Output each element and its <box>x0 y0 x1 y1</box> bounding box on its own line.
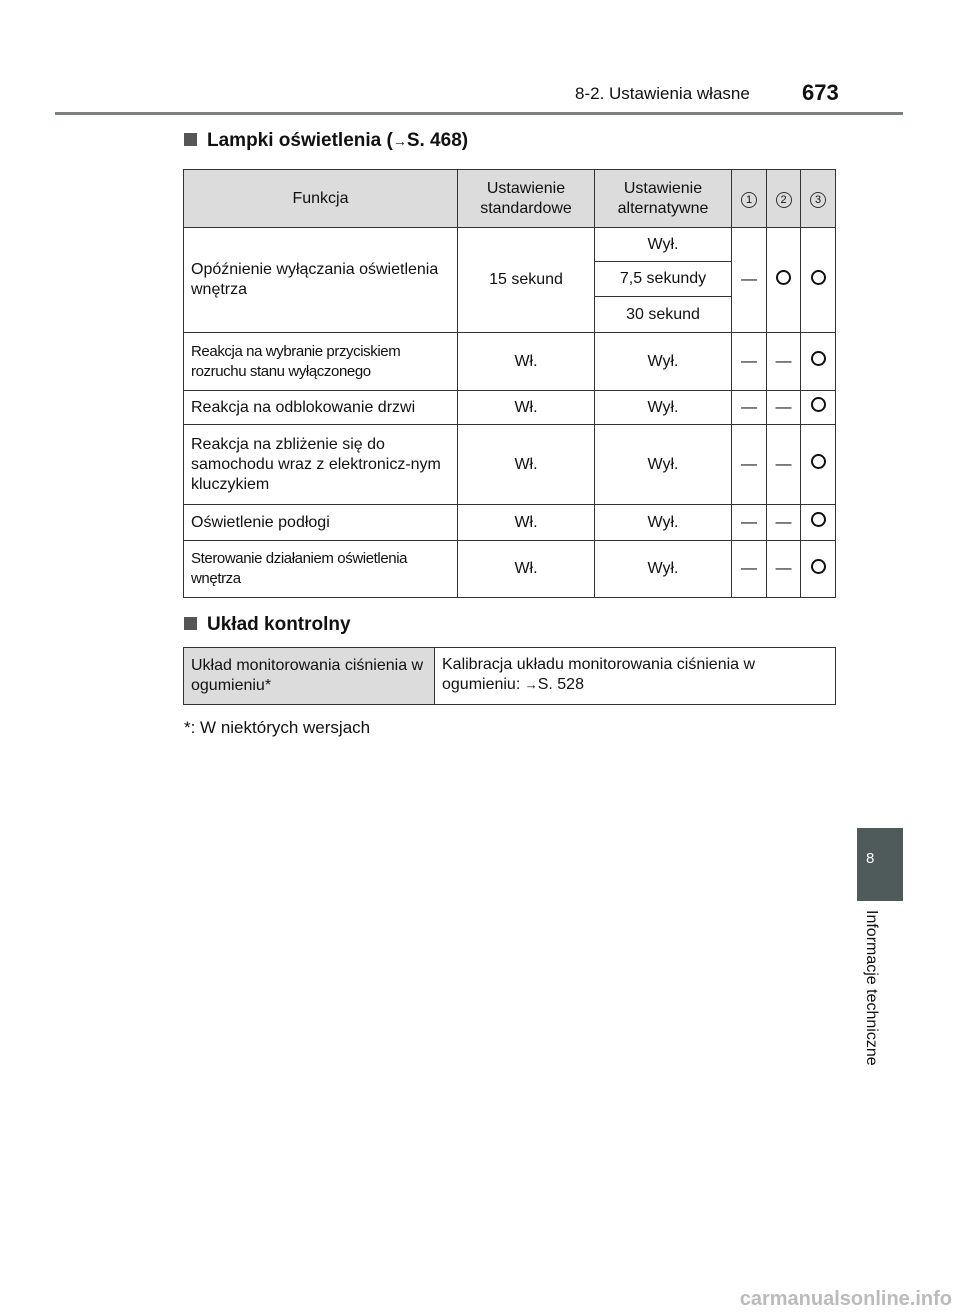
watermark: carmanualsonline.info <box>739 1288 952 1310</box>
mark-cell <box>767 228 801 333</box>
alt-cell: 7,5 sekundy <box>595 262 732 297</box>
default-cell: 15 sekund <box>458 228 595 333</box>
function-cell: Opóźnienie wyłączania oświetlenia wnętrza <box>184 228 458 333</box>
mark-cell <box>801 505 836 541</box>
page-number: 673 <box>802 80 839 105</box>
table-header-row <box>184 170 836 228</box>
function-cell: Reakcja na wybranie przyciskiem rozruchu stanu wyłączonego <box>184 333 458 391</box>
mark-cell: — <box>767 425 801 505</box>
circled-number-icon: 1 <box>741 192 757 208</box>
section-header: 8-2. Ustawienia własne <box>575 84 750 103</box>
section-heading-lights <box>184 130 468 152</box>
circle-mark-icon <box>811 454 826 469</box>
arrow-icon: → <box>392 133 407 149</box>
alt-cell: Wył. <box>595 541 732 598</box>
section-heading-control <box>184 614 351 636</box>
cell-text: Kalibracja układu monitorowania ciśnienia w ogumieniu: <box>442 656 756 693</box>
alt-cell: Wył. <box>595 505 732 541</box>
circled-number-icon: 2 <box>776 192 792 208</box>
function-cell: Sterowanie działaniem oświetlenia wnętrza <box>184 541 458 598</box>
heading-ref: S. 468) <box>406 130 469 151</box>
circle-mark-icon <box>776 270 791 285</box>
mark-cell: — <box>732 333 767 391</box>
circle-mark-icon <box>811 397 826 412</box>
mark-cell: — <box>732 228 767 333</box>
circle-mark-icon <box>811 270 826 285</box>
alt-cell: Wył. <box>595 425 732 505</box>
footnote: *: W niektórych wersjach <box>184 718 371 737</box>
circled-number-icon: 3 <box>810 192 826 208</box>
alt-cell: Wył. <box>595 391 732 425</box>
circle-mark-icon <box>811 512 826 527</box>
function-cell: Reakcja na zbliżenie się do samochodu wraz z elektronicz-nym kluczykiem <box>184 425 458 505</box>
mark-cell: — <box>767 333 801 391</box>
table-row <box>184 333 836 391</box>
mark-cell: — <box>732 541 767 598</box>
square-bullet-icon <box>184 133 197 146</box>
default-cell: Wł. <box>458 391 595 425</box>
alt-cell: Wył. <box>595 228 732 262</box>
lights-settings-table <box>183 169 836 598</box>
table-row <box>184 425 836 505</box>
mark-cell <box>801 541 836 598</box>
mark-cell <box>801 425 836 505</box>
col-header: Ustawienie standardowe <box>458 170 595 228</box>
mark-cell: — <box>767 505 801 541</box>
square-bullet-icon <box>184 617 197 630</box>
arrow-icon: → <box>524 677 538 692</box>
mark-cell: — <box>732 505 767 541</box>
col-header: Ustawienie alternatywne <box>595 170 732 228</box>
mark-cell <box>801 333 836 391</box>
table-row <box>184 228 836 262</box>
circle-mark-icon <box>811 351 826 366</box>
control-system-table <box>183 647 836 705</box>
text-cell <box>435 648 836 705</box>
mark-cell <box>801 228 836 333</box>
alt-cell: Wył. <box>595 333 732 391</box>
default-cell: Wł. <box>458 505 595 541</box>
heading-text: Lampki oświetlenia ( <box>207 130 393 151</box>
default-cell: Wł. <box>458 333 595 391</box>
default-cell: Wł. <box>458 541 595 598</box>
default-cell: Wł. <box>458 425 595 505</box>
function-cell: Oświetlenie podłogi <box>184 505 458 541</box>
mark-cell: — <box>732 391 767 425</box>
chapter-number: 8 <box>866 850 875 867</box>
mark-cell: — <box>732 425 767 505</box>
chapter-label: Informacje techniczne <box>863 910 880 1066</box>
heading-text: Układ kontrolny <box>207 614 351 635</box>
table-row <box>184 391 836 425</box>
alt-cell: 30 sekund <box>595 297 732 333</box>
circle-mark-icon <box>811 559 826 574</box>
function-cell: Reakcja na odblokowanie drzwi <box>184 391 458 425</box>
header-rule <box>55 112 903 115</box>
mark-cell: — <box>767 391 801 425</box>
table-row <box>184 541 836 598</box>
col-header: Funkcja <box>184 170 458 228</box>
mark-cell <box>801 391 836 425</box>
mark-cell: — <box>767 541 801 598</box>
table-row <box>184 505 836 541</box>
table-row <box>184 648 836 705</box>
label-cell: Układ monitorowania ciśnienia w ogumieniu* <box>184 648 435 705</box>
chapter-tab <box>857 828 903 901</box>
page-ref: S. 528 <box>537 676 584 693</box>
